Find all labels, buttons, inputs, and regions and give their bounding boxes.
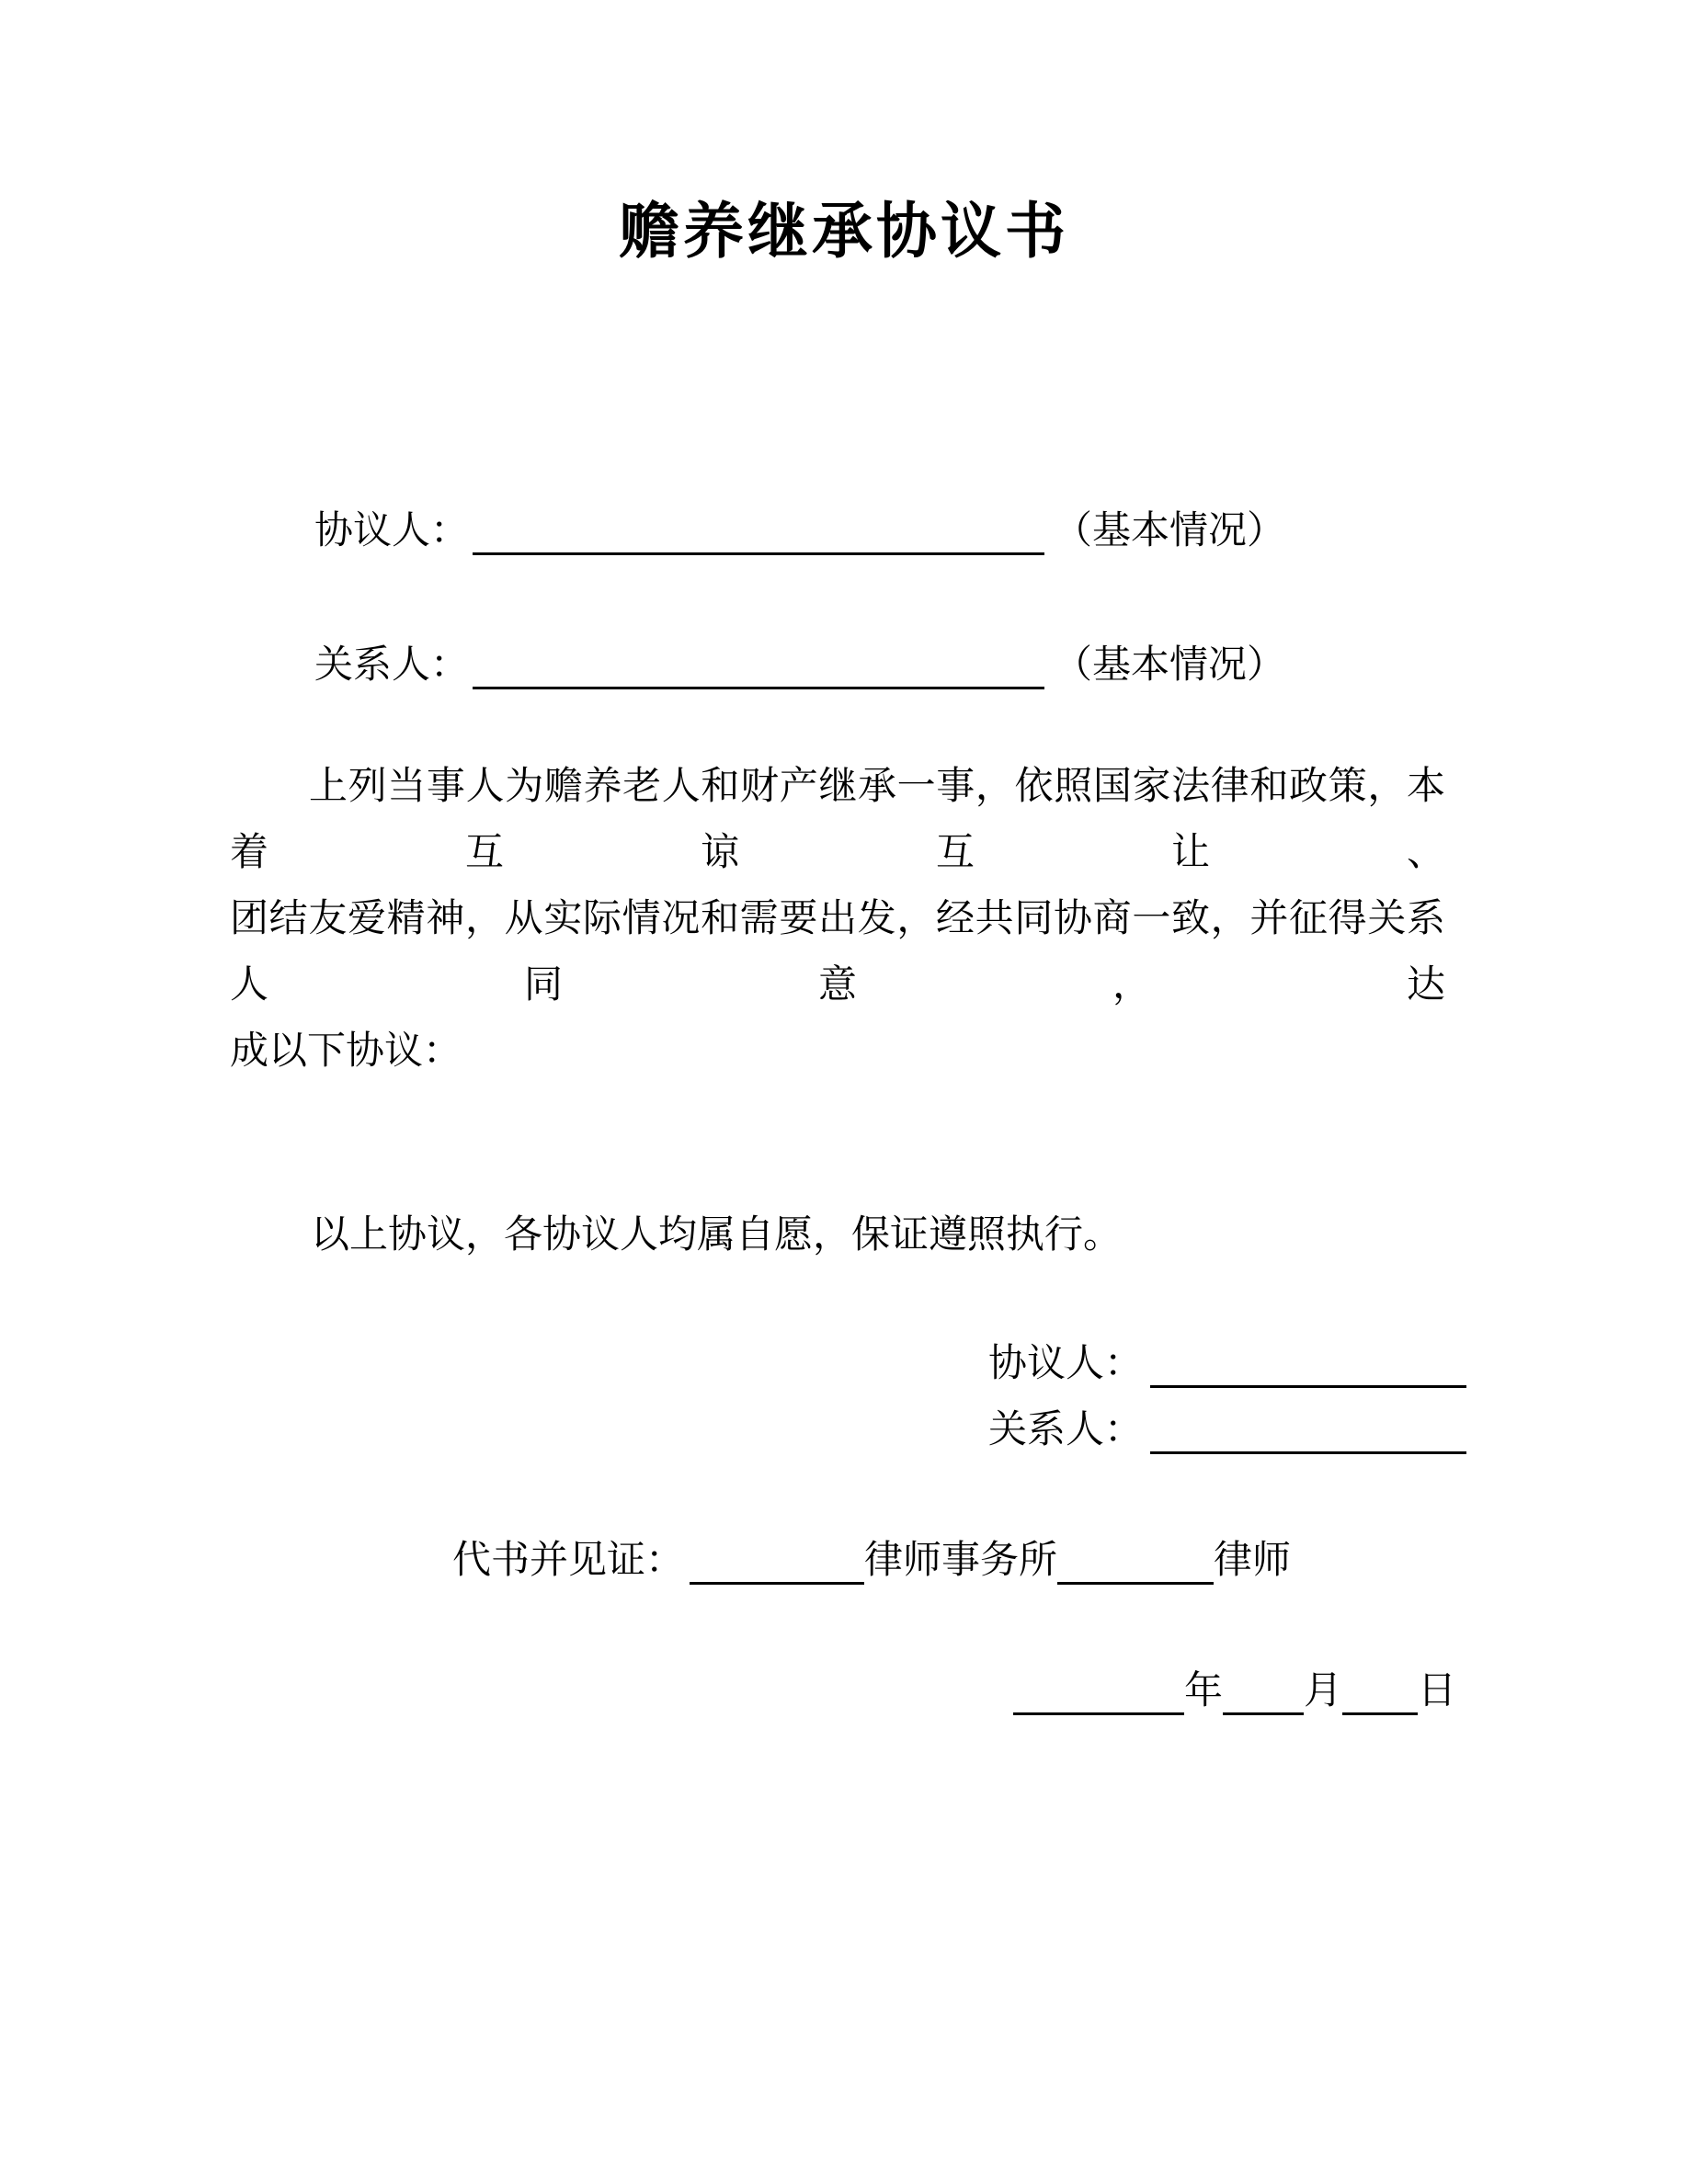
preamble-line-1: 上列当事人为赡养老人和财产继承一事，依照国家法律和政策，本着互谅互让、 [230, 766, 1445, 874]
law-firm-name-blank-line [690, 1538, 864, 1585]
preamble-line-2: 团结友爱精神，从实际情况和需要出发，经共同协商一致，并征得关系人同意，达 [230, 898, 1445, 1007]
party-name-blank-line [473, 508, 1044, 555]
basic-info-note: （基本情况） [1054, 510, 1286, 552]
day-label: 日 [1417, 1670, 1456, 1712]
lawyer-label: 律师 [1214, 1540, 1292, 1582]
party-row-agreement-person [314, 507, 1285, 555]
party-label: 关系人： [314, 644, 470, 687]
party-label: 协议人： [314, 510, 470, 552]
pledge-line: 以上协议，各协议人均属自愿，保证遵照执行。 [311, 1214, 1123, 1257]
document-title: 赡养继承协议书 [619, 197, 1069, 265]
year-label: 年 [1183, 1670, 1223, 1712]
month-blank-line [1223, 1668, 1304, 1715]
lawyer-name-blank-line [1057, 1538, 1214, 1585]
date-line [1013, 1667, 1456, 1715]
party-row-related-person [314, 642, 1285, 689]
signature-row-agreement-person [988, 1340, 1466, 1388]
witness-line [452, 1537, 1291, 1585]
signature-blank-line [1150, 1341, 1466, 1388]
party-name-blank-line [473, 643, 1044, 689]
day-blank-line [1342, 1668, 1418, 1715]
preamble-line-3: 成以下协议： [230, 1030, 462, 1073]
basic-info-note: （基本情况） [1054, 644, 1286, 687]
signature-row-related-person [988, 1406, 1466, 1454]
signature-label: 关系人： [988, 1409, 1144, 1451]
witness-label: 代书并见证： [452, 1540, 685, 1582]
law-firm-label: 律师事务所 [864, 1540, 1058, 1582]
signature-label: 协议人： [988, 1343, 1144, 1385]
month-label: 月 [1303, 1670, 1342, 1712]
signature-blank-line [1150, 1407, 1466, 1454]
year-blank-line [1013, 1668, 1184, 1715]
preamble-paragraph [230, 754, 1445, 1085]
